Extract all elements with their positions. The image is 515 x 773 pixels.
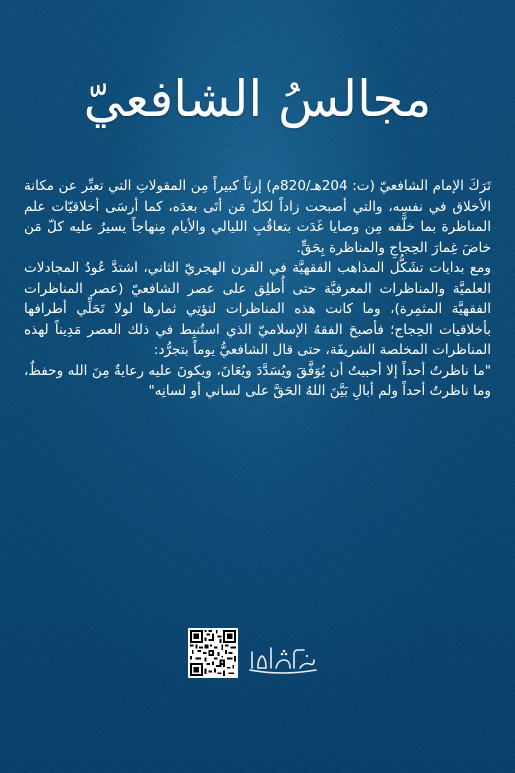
blurb-paragraph-2: ومع بدايات تشَكُّل المذاهب الفقهيَّة في القرن الهجريّ الثاني، اشتدَّ عُودُ المجادلات العلميَّة والمناظرات المعرفيَّة حتى أُطلِق على عصر الشافعيّ (عصر المناظرات الفقهيَّة المثمِرة)، وما كانت هذه المناظرات لتؤتِي ثمارها لولا تَحَلِّي أطرافها بأخلاقيات الحِجاج؛ فأصبحَ الفقهُ الإسلاميّ الذي استُنبِط في ذلك العصر مَدِيناً لهذه المناظرات المخلصة الشريفَة، حتى قال الشافعيُّ يوماً بتجرُّد: xyxy=(24,260,491,358)
footer xyxy=(0,628,515,688)
qr-code-icon xyxy=(188,628,238,678)
blurb-paragraph-1: تَرَكَ الإمام الشافعيّ (ت: 204هـ/820م) إرثاً كبيراً مِن المقولاتِ التي تعبِّر عن مكانة الأخلاق في نفسِه، والتي أصبحت زاداً لكلّ مَن أتَى بعدَه، كما أرسَى أخلاقيّات علم المناظرة بما خلَّفه مِن وصايا غَدَت بتعاقُبِ الليالي والأيام مِنهاجاً يسيرُ عليه كلّ مَن خاضَ غِمارَ الحِجاجِ والمناظرة بِحَقٍّ. xyxy=(24,178,491,256)
publisher-logo-icon xyxy=(244,632,322,678)
blurb-quote: "ما ناظرتُ أحداً إلا أحببتُ أن يُوَفَّقَ ويُسَدَّدَ ويُعَانَ، ويكونَ عليه رعايةٌ مِنَ الله وحفظٌ، وما ناظرتُ أحداً ولم أبالِ بَيَّنَ اللهُ الحَقَّ على لساني أو لسانِه" xyxy=(24,362,491,399)
back-cover-blurb xyxy=(24,176,491,586)
book-title: مجالسُ الشافعيّ xyxy=(83,70,432,128)
